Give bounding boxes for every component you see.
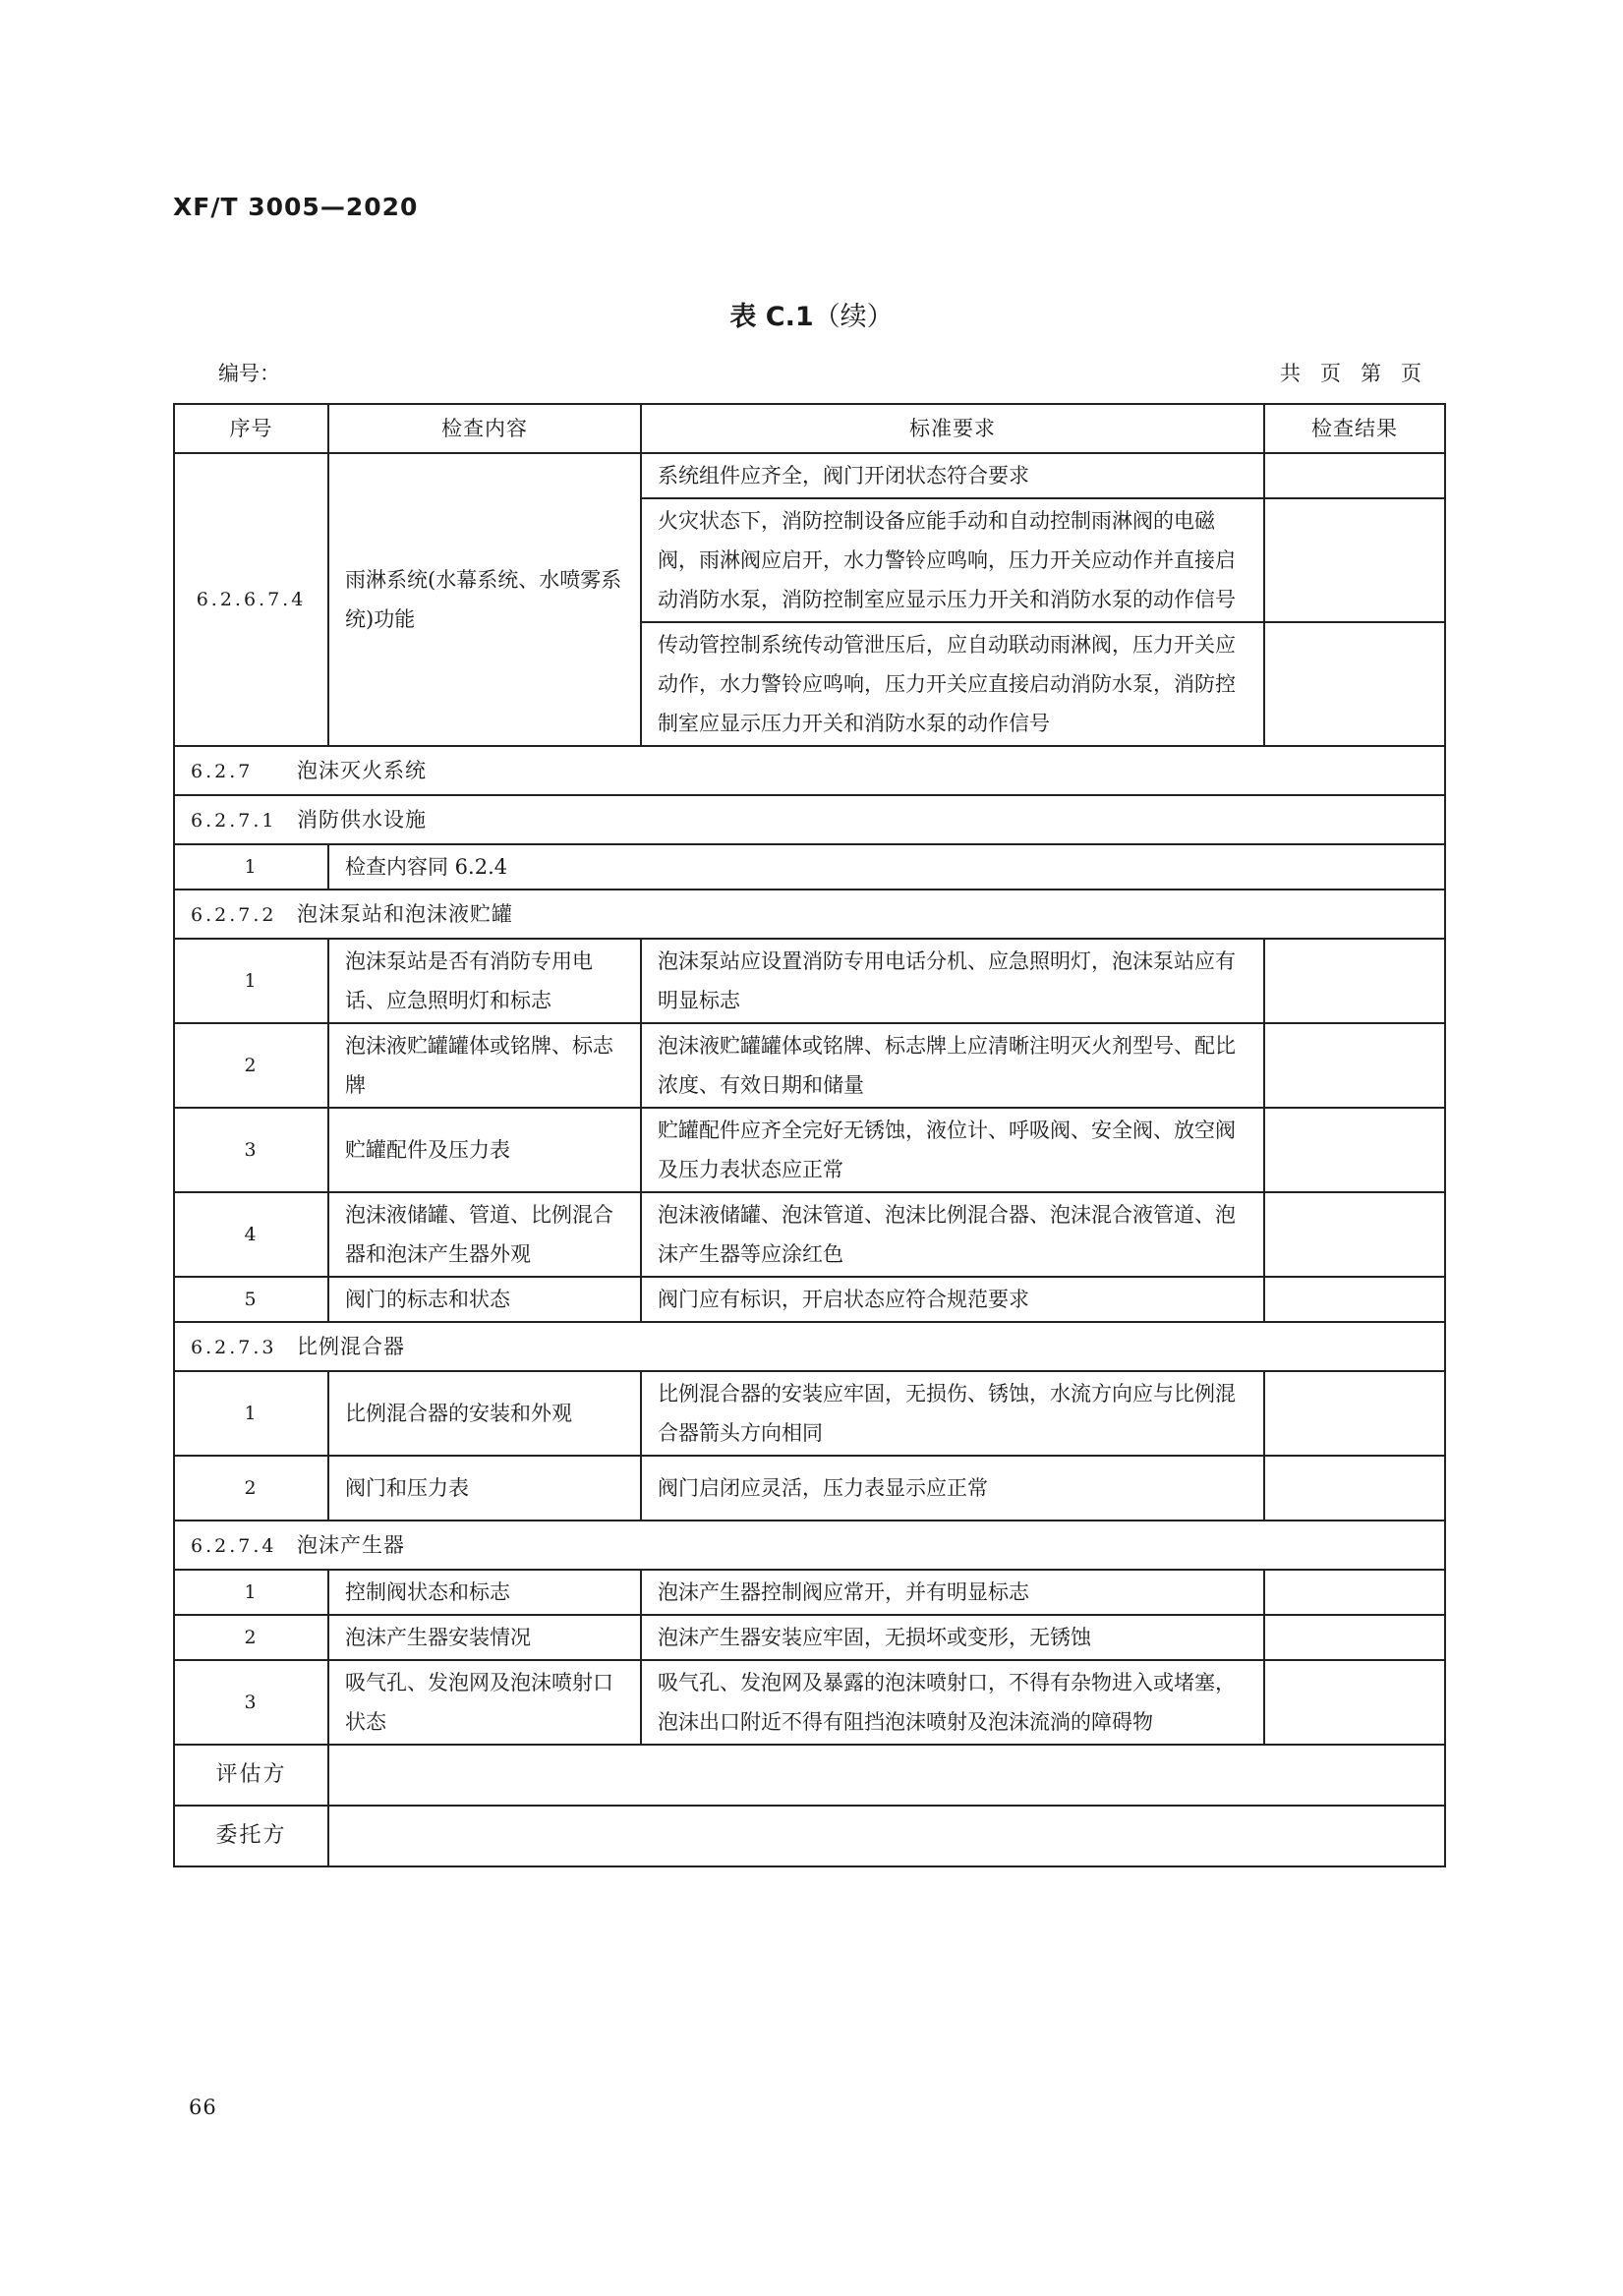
standard-requirement: 比例混合器的安装应牢固，无损伤、锈蚀，水流方向应与比例混合器箭头方向相同 [641, 1371, 1264, 1456]
standard-requirement: 传动管控制系统传动管泄压后，应自动联动雨淋阀，压力开关应动作，水力警铃应鸣响，压力开关应直接启动消防水泵，消防控制室应显示压力开关和消防水泵的动作信号 [641, 622, 1264, 746]
result-cell[interactable] [1264, 1277, 1445, 1322]
row-seq: 5 [174, 1277, 328, 1322]
result-cell[interactable] [1264, 622, 1445, 746]
table-row [174, 1192, 1445, 1277]
section-number: 6.2.7.3 [191, 1336, 277, 1358]
result-cell[interactable] [1264, 498, 1445, 622]
section-heading [174, 746, 1445, 795]
page-number: 66 [189, 2095, 217, 2119]
table-row [174, 1371, 1445, 1456]
section-title: 泡沫泵站和泡沫液贮罐 [297, 901, 513, 926]
table-row [174, 1277, 1445, 1322]
section-title: 泡沫产生器 [297, 1532, 405, 1557]
check-content: 泡沫液储罐、管道、比例混合器和泡沫产生器外观 [328, 1192, 641, 1277]
client-label: 委托方 [174, 1806, 328, 1866]
section-heading [174, 1521, 1445, 1570]
check-content: 阀门和压力表 [328, 1456, 641, 1521]
table-title [0, 295, 1623, 333]
section-row [174, 1322, 1445, 1371]
standard-requirement: 泡沫泵站应设置消防专用电话分机、应急照明灯，泡沫泵站应有明显标志 [641, 939, 1264, 1023]
check-content: 泡沫产生器安装情况 [328, 1615, 641, 1660]
section-row [174, 746, 1445, 795]
table-row [174, 1456, 1445, 1521]
section-row [174, 890, 1445, 939]
row-seq: 1 [174, 1371, 328, 1456]
table-title-main: 表 C.1 [729, 302, 814, 332]
check-content: 贮罐配件及压力表 [328, 1108, 641, 1192]
check-content: 吸气孔、发泡网及泡沫喷射口状态 [328, 1660, 641, 1745]
signature-row [174, 1745, 1445, 1806]
table-row [174, 844, 1445, 890]
row-seq: 1 [174, 844, 328, 890]
row-seq: 4 [174, 1192, 328, 1277]
section-number: 6.2.7 [191, 760, 254, 782]
assessor-label: 评估方 [174, 1745, 328, 1806]
standard-requirement: 泡沫产生器控制阀应常开，并有明显标志 [641, 1570, 1264, 1615]
result-cell[interactable] [1264, 1615, 1445, 1660]
result-cell[interactable] [1264, 939, 1445, 1023]
assessor-signature-field[interactable] [328, 1745, 1445, 1806]
check-content: 检查内容同 6.2.4 [328, 844, 1445, 890]
standard-requirement: 泡沫液储罐、泡沫管道、泡沫比例混合器、泡沫混合液管道、泡沫产生器等应涂红色 [641, 1192, 1264, 1277]
table-row [174, 1570, 1445, 1615]
section-number: 6.2.7.2 [191, 903, 277, 926]
result-cell[interactable] [1264, 1192, 1445, 1277]
standard-requirement: 火灾状态下，消防控制设备应能手动和自动控制雨淋阀的电磁阀，雨淋阀应启开，水力警铃应鸣响，压力开关应动作并直接启动消防水泵，消防控制室应显示压力开关和消防水泵的动作信号 [641, 498, 1264, 622]
section-heading [174, 890, 1445, 939]
table-row [174, 453, 1445, 498]
document-code: XF/T 3005—2020 [173, 193, 419, 221]
check-content: 泡沫液贮罐罐体或铭牌、标志牌 [328, 1023, 641, 1108]
check-content: 控制阀状态和标志 [328, 1570, 641, 1615]
col-header-content: 检查内容 [328, 404, 641, 453]
section-number: 6.2.7.1 [191, 809, 277, 832]
row-seq: 2 [174, 1615, 328, 1660]
number-label: 编号： [218, 362, 280, 385]
standard-requirement: 阀门应有标识，开启状态应符合规范要求 [641, 1277, 1264, 1322]
section-title: 比例混合器 [297, 1334, 405, 1358]
table-row [174, 1023, 1445, 1108]
check-content: 泡沫泵站是否有消防专用电话、应急照明灯和标志 [328, 939, 641, 1023]
standard-requirement: 阀门启闭应灵活，压力表显示应正常 [641, 1456, 1264, 1521]
table-title-suffix: （续） [813, 302, 894, 332]
section-title: 泡沫灭火系统 [297, 758, 427, 782]
check-content: 阀门的标志和状态 [328, 1277, 641, 1322]
row-seq: 2 [174, 1023, 328, 1108]
table-row [174, 939, 1445, 1023]
section-row [174, 1521, 1445, 1570]
inspection-table [173, 403, 1446, 1867]
section-number: 6.2.7.4 [191, 1534, 277, 1557]
table-row [174, 1660, 1445, 1745]
col-header-standard: 标准要求 [641, 404, 1264, 453]
table-header-row [174, 404, 1445, 453]
row-seq: 2 [174, 1456, 328, 1521]
check-content: 比例混合器的安装和外观 [328, 1371, 641, 1456]
row-seq: 1 [174, 1570, 328, 1615]
section-row [174, 795, 1445, 844]
section-heading [174, 795, 1445, 844]
table-row [174, 1108, 1445, 1192]
col-header-seq: 序号 [174, 404, 328, 453]
result-cell[interactable] [1264, 1023, 1445, 1108]
section-heading [174, 1322, 1445, 1371]
item-code: 6.2.6.7.4 [174, 453, 328, 746]
result-cell[interactable] [1264, 453, 1445, 498]
result-cell[interactable] [1264, 1108, 1445, 1192]
standard-requirement: 贮罐配件应齐全完好无锈蚀，液位计、呼吸阀、安全阀、放空阀及压力表状态应正常 [641, 1108, 1264, 1192]
row-seq: 3 [174, 1108, 328, 1192]
table-row [174, 1615, 1445, 1660]
result-cell[interactable] [1264, 1570, 1445, 1615]
signature-row [174, 1806, 1445, 1866]
standard-requirement: 泡沫产生器安装应牢固，无损坏或变形，无锈蚀 [641, 1615, 1264, 1660]
result-cell[interactable] [1264, 1371, 1445, 1456]
result-cell[interactable] [1264, 1660, 1445, 1745]
meta-line [218, 358, 1441, 387]
check-content: 雨淋系统(水幕系统、水喷雾系统)功能 [328, 453, 641, 746]
row-seq: 3 [174, 1660, 328, 1745]
row-seq: 1 [174, 939, 328, 1023]
client-signature-field[interactable] [328, 1806, 1445, 1866]
page-info: 共页第页 [1280, 362, 1441, 385]
section-title: 消防供水设施 [297, 807, 427, 832]
result-cell[interactable] [1264, 1456, 1445, 1521]
standard-requirement: 泡沫液贮罐罐体或铭牌、标志牌上应清晰注明灭火剂型号、配比浓度、有效日期和储量 [641, 1023, 1264, 1108]
standard-requirement: 吸气孔、发泡网及暴露的泡沫喷射口，不得有杂物进入或堵塞，泡沫出口附近不得有阻挡泡沫喷射及泡沫流淌的障碍物 [641, 1660, 1264, 1745]
col-header-result: 检查结果 [1264, 404, 1445, 453]
standard-requirement: 系统组件应齐全，阀门开闭状态符合要求 [641, 453, 1264, 498]
